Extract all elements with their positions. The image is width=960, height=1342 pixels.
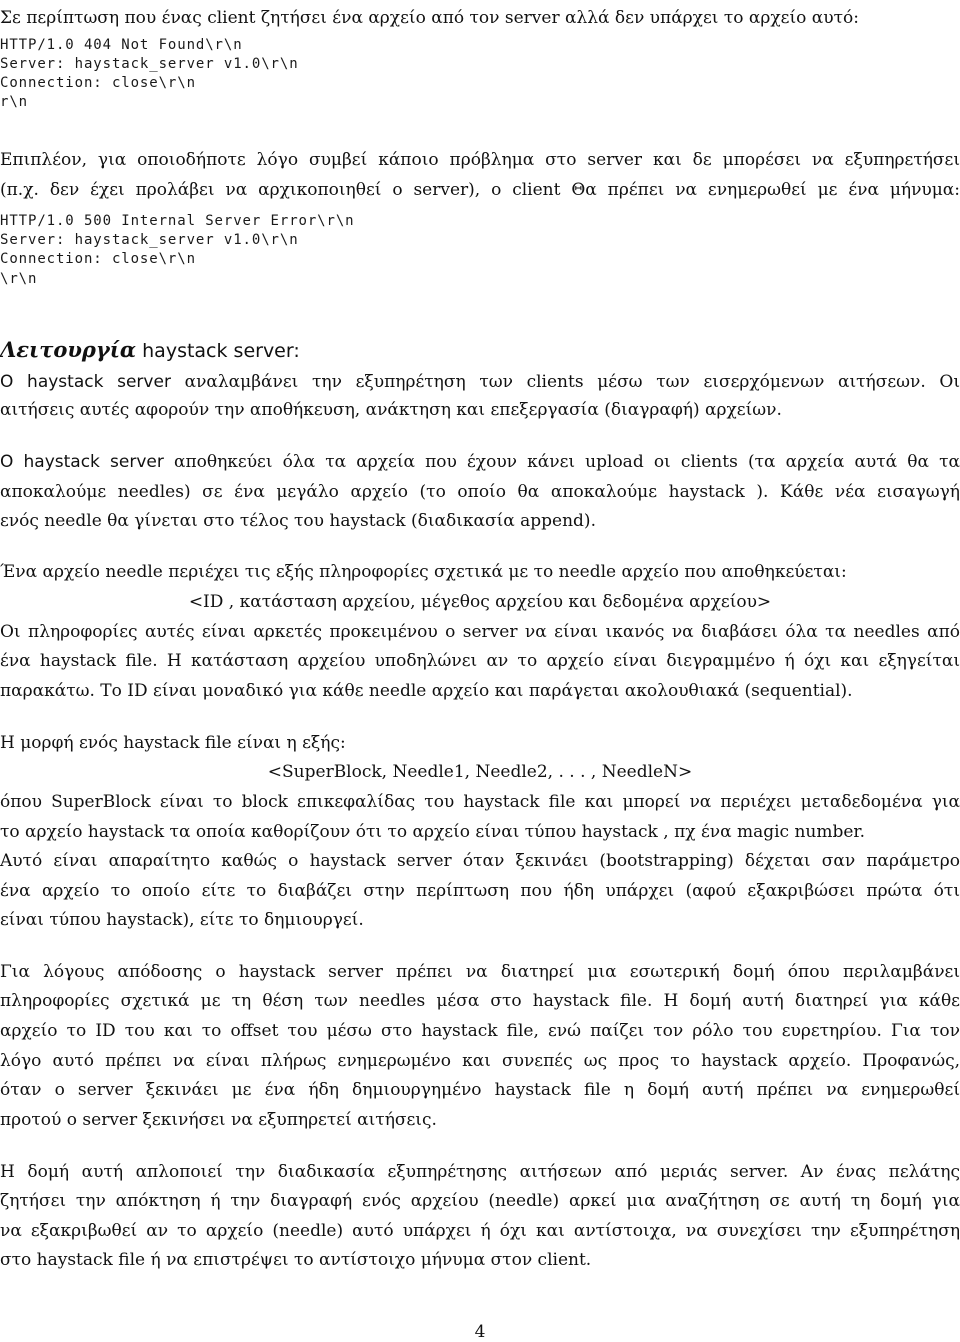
para6-line-4: στο haystack file ή να επιστρέψει το αντίστοιχο μήνυμα στον client. — [0, 1250, 592, 1270]
para1-line-2: αιτήσεις αυτές αφορούν την αποθήκευση, ανάκτηση και επεξεργασία (διαγραφή) αρχείων. — [0, 400, 782, 420]
code-500-line-2: Server: haystack_server v1.0\r\n — [0, 232, 299, 248]
para3-line-5: παρακάτω. Το ID είναι μοναδικό για κάθε needle αρχείο και παράγεται ακολουθιακά (sequential). — [0, 681, 853, 701]
para1-sans-phrase: Ο haystack server — [0, 372, 171, 392]
code-404-line-4: r\n — [0, 94, 28, 110]
para3-line-4: ένα haystack file. Η κατάσταση αρχείου υποδηλώνει αν το αρχείο είναι διεγραμμένο ή όχι και εξηγείται — [0, 651, 960, 671]
code-404-line-1: HTTP/1.0 404 Not Found\r\n — [0, 37, 243, 53]
para2-line-2: αποκαλούμε needles) σε ένα μεγάλο αρχείο (το οποίο θα αποκαλούμε haystack ). Κάθε νέα εισαγωγή — [0, 482, 960, 502]
para4-line-5: Αυτό είναι απαραίτητο καθώς ο haystack server όταν ξεκινάει (bootstrapping) δέχεται σαν παράμετρο — [0, 851, 960, 871]
intro-500-line-1: Επιπλέον, για οποιοδήποτε λόγο συμβεί κάποιο πρόβλημα στο server και δε μπορέσει να εξυπηρετήσει — [0, 150, 960, 170]
para5-line-2: πληροφορίες σχετικά με τη θέση των needles μέσα στο haystack file. Η δομή αυτή διατηρεί για κάθε — [0, 991, 960, 1011]
code-404-line-2: Server: haystack_server v1.0\r\n — [0, 56, 299, 72]
intro-404-text: Σε περίπτωση που ένας client ζητήσει ένα αρχείο από τον server αλλά δεν υπάρχει το αρχείο αυτό: — [0, 8, 859, 28]
para1-line-1 — [0, 372, 960, 392]
para4-line-1: Η μορφή ενός haystack file είναι η εξής: — [0, 733, 346, 753]
para2-line-1-rest: αποθηκεύει όλα τα αρχεία που έχουν κάνει upload οι clients (τα αρχεία αυτά θα τα — [163, 452, 960, 472]
para6-line-1: Η δομή αυτή απλοποιεί την διαδικασία εξυπηρέτησης αιτήσεων από μεριάς server. Αν ένας πελάτης — [0, 1162, 960, 1182]
para3-line-1: Ένα αρχείο needle περιέχει τις εξής πληροφορίες σχετικά με το needle αρχείο που αποθηκεύεται: — [0, 562, 847, 582]
para5-line-6: προτού ο server ξεκινήσει να εξυπηρετεί αιτήσεις. — [0, 1110, 437, 1130]
code-500-line-1: HTTP/1.0 500 Internal Server Error\r\n — [0, 213, 355, 229]
code-500-line-4: \r\n — [0, 271, 38, 287]
para5-line-5: όταν ο server ξεκινάει με ένα ήδη δημιουργημένο haystack file η δομή αυτή πρέπει να ενημερωθεί — [0, 1080, 960, 1100]
section-heading-rest: haystack server: — [136, 340, 300, 362]
para5-line-1: Για λόγους απόδοσης ο haystack server πρέπει να διατηρεί μια εσωτερική δομή όπου περιλαμβάνει — [0, 962, 960, 982]
para2-line-3: ενός needle θα γίνεται στο τέλος του haystack (διαδικασία append). — [0, 511, 596, 531]
para6-line-2: ζητήσει την απόκτηση ή την διαγραφή ενός αρχείου (needle) αρκεί μια αναζήτηση σε αυτή τη δομή για — [0, 1191, 960, 1211]
para2-sans-phrase: Ο haystack server — [0, 452, 164, 472]
para2-line-1 — [0, 452, 960, 472]
para6-line-3: να εξακριβωθεί αν το αρχείο (needle) αυτό υπάρχει ή όχι και αντίστοιχα, να συνεχίσει την εξυπηρέτηση — [0, 1221, 960, 1241]
para4-line-4: το αρχείο haystack τα οποία καθορίζουν ότι το αρχείο είναι τύπου haystack , πχ ένα magic number. — [0, 822, 866, 842]
section-heading-word: Λειτουργία — [0, 337, 137, 362]
code-404-line-3: Connection: close\r\n — [0, 75, 196, 91]
para4-format: <SuperBlock, Needle1, Needle2, . . . , NeedleN> — [267, 762, 693, 782]
para3-format: <ID , κατάσταση αρχείου, μέγεθος αρχείου και δεδομένα αρχείου> — [188, 592, 772, 612]
intro-500-line-2: (π.χ. δεν έχει προλάβει να αρχικοποιηθεί ο server), ο client Θα πρέπει να ενημερωθεί με ένα μήνυμα: — [0, 180, 960, 200]
para1-line-1-rest: αναλαμβάνει την εξυπηρέτηση των clients μέσω των εισερχόμενων αιτήσεων. Οι — [170, 372, 960, 392]
para3-line-3: Οι πληροφορίες αυτές είναι αρκετές προκειμένου ο server να είναι ικανός να διαβάσει όλα τα needles από — [0, 622, 960, 642]
code-500-line-3: Connection: close\r\n — [0, 251, 196, 267]
para4-line-7: είναι τύπου haystack), είτε το δημιουργεί. — [0, 910, 364, 930]
page-number: 4 — [474, 1322, 486, 1342]
para5-line-3: αρχείο το ID του και το offset του μέσω στο haystack file, ενώ παίζει τον ρόλο του ευρετηρίου. Για τον — [0, 1021, 960, 1041]
section-heading — [0, 337, 960, 362]
para4-line-3: όπου SuperBlock είναι το block επικεφαλίδας του haystack file και μπορεί να περιέχει μεταδεδομένα για — [0, 792, 960, 812]
para4-line-6: ένα αρχείο το οποίο είτε το διαβάζει στην περίπτωση που ήδη υπάρχει (αφού εξακριβώσει πρώτα ότι — [0, 881, 960, 901]
para5-line-4: λόγο αυτό πρέπει να είναι πλήρως ενημερωμένο και συνεπές ως προς το haystack αρχείο. Προφανώς, — [0, 1051, 960, 1071]
